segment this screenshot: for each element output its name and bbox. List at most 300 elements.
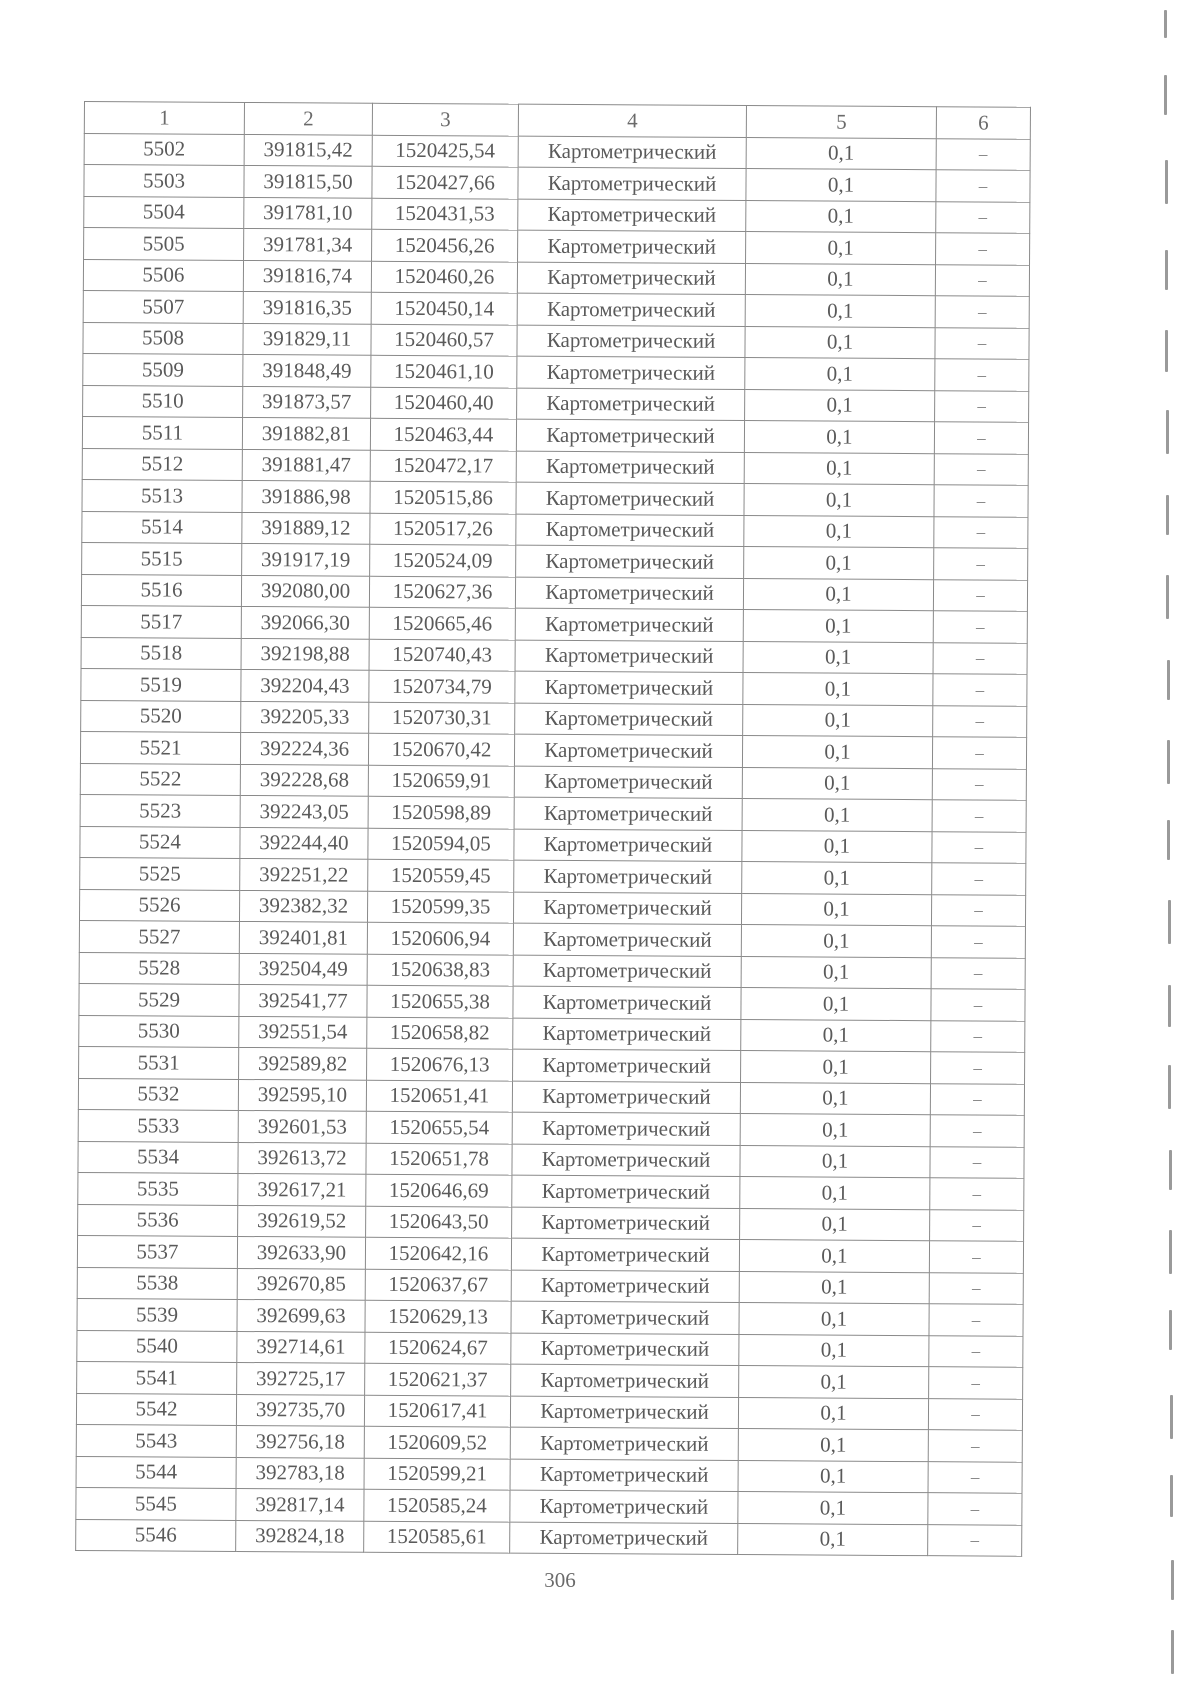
table-cell-col-5: 0,1 bbox=[740, 1114, 930, 1147]
scan-edge-mark bbox=[1165, 330, 1168, 372]
table-cell-col-6: – bbox=[932, 768, 1026, 800]
table-cell-col-5: 0,1 bbox=[741, 956, 931, 989]
table-cell-col-5: 0,1 bbox=[744, 421, 934, 454]
table-cell-col-4: Картометрический bbox=[510, 1427, 738, 1460]
page-number: 306 bbox=[544, 1568, 576, 1592]
table-cell-col-5: 0,1 bbox=[744, 484, 934, 517]
table-cell-col-3: 1520427,66 bbox=[372, 166, 518, 198]
table-cell-col-4: Картометрический bbox=[515, 640, 743, 673]
table-cell-col-1: 5545 bbox=[76, 1487, 236, 1519]
table-cell-col-3: 1520515,86 bbox=[370, 481, 516, 513]
table-cell-col-2: 391829,11 bbox=[243, 323, 371, 355]
table-cell-col-1: 5546 bbox=[76, 1519, 236, 1551]
table-cell-col-3: 1520431,53 bbox=[372, 198, 518, 230]
table-cell-col-1: 5508 bbox=[83, 322, 243, 354]
table-cell-col-3: 1520651,41 bbox=[366, 1080, 512, 1112]
table-cell-col-3: 1520599,35 bbox=[367, 891, 513, 923]
table-row bbox=[76, 1519, 1022, 1556]
table-cell-col-6: – bbox=[930, 1115, 1024, 1147]
table-cell-col-5: 0,1 bbox=[739, 1271, 929, 1304]
table-cell-col-1: 5515 bbox=[82, 542, 242, 574]
table-cell-col-4: Картометрический bbox=[515, 671, 743, 704]
table-cell-col-5: 0,1 bbox=[741, 1019, 931, 1052]
table-cell-col-2: 391873,57 bbox=[243, 386, 371, 418]
table-cell-col-6: – bbox=[936, 201, 1030, 233]
table-cell-col-6: – bbox=[930, 1083, 1024, 1115]
table-cell-col-2: 391917,19 bbox=[242, 543, 370, 575]
table-cell-col-6: – bbox=[928, 1430, 1022, 1462]
table-cell-col-4: Картометрический bbox=[516, 482, 744, 515]
table-cell-col-3: 1520599,21 bbox=[364, 1458, 510, 1490]
table-cell-col-2: 392670,85 bbox=[237, 1268, 365, 1300]
table-cell-col-4: Картометрический bbox=[518, 199, 746, 232]
table-cell-col-2: 391815,42 bbox=[244, 134, 372, 166]
table-cell-col-5: 0,1 bbox=[745, 358, 935, 391]
table-cell-col-6: – bbox=[930, 1209, 1024, 1241]
table-cell-col-2: 392066,30 bbox=[241, 606, 369, 638]
table-cell-col-5: 0,1 bbox=[738, 1460, 928, 1493]
table-cell-col-2: 392382,32 bbox=[239, 890, 367, 922]
table-cell-col-5: 0,1 bbox=[742, 736, 932, 769]
scan-edge-mark bbox=[1168, 900, 1171, 944]
table-cell-col-6: – bbox=[933, 579, 1027, 611]
table-cell-col-4: Картометрический bbox=[516, 451, 744, 484]
table-cell-col-6: – bbox=[931, 894, 1025, 926]
scan-edge-mark bbox=[1167, 740, 1170, 784]
table-cell-col-2: 392617,21 bbox=[238, 1173, 366, 1205]
table-cell-col-5: 0,1 bbox=[744, 547, 934, 580]
table-cell-col-3: 1520670,42 bbox=[368, 733, 514, 765]
table-cell-col-3: 1520665,46 bbox=[369, 607, 515, 639]
table-cell-col-3: 1520627,36 bbox=[369, 576, 515, 608]
table-cell-col-1: 5514 bbox=[82, 511, 242, 543]
table-cell-col-5: 0,1 bbox=[746, 200, 936, 233]
table-cell-col-6: – bbox=[936, 170, 1030, 202]
table-cell-col-4: Картометрический bbox=[511, 1301, 739, 1334]
table-cell-col-1: 5516 bbox=[81, 574, 241, 606]
table-cell-col-2: 391882,81 bbox=[242, 417, 370, 449]
table-cell-col-4: Картометрический bbox=[512, 1175, 740, 1208]
table-cell-col-4: Картометрический bbox=[514, 797, 742, 830]
table-cell-col-5: 0,1 bbox=[740, 1208, 930, 1241]
table-cell-col-2: 391886,98 bbox=[242, 480, 370, 512]
table-cell-col-6: – bbox=[931, 1052, 1025, 1084]
table-cell-col-4: Картометрический bbox=[514, 829, 742, 862]
table-cell-col-2: 392551,54 bbox=[239, 1016, 367, 1048]
table-cell-col-1: 5510 bbox=[83, 385, 243, 417]
coordinates-table bbox=[75, 101, 1031, 1557]
table-cell-col-5: 0,1 bbox=[740, 1082, 930, 1115]
table-cell-col-3: 1520659,91 bbox=[368, 765, 514, 797]
table-cell-col-4: Картометрический bbox=[518, 136, 746, 169]
table-cell-col-3: 1520594,05 bbox=[368, 828, 514, 860]
table-cell-col-3: 1520585,61 bbox=[364, 1521, 510, 1553]
table-cell-col-2: 391816,35 bbox=[243, 291, 371, 323]
table-cell-col-3: 1520643,50 bbox=[366, 1206, 512, 1238]
table-cell-col-1: 5518 bbox=[81, 637, 241, 669]
table-cell-col-1: 5533 bbox=[78, 1109, 238, 1141]
table-cell-col-4: Картометрический bbox=[510, 1522, 738, 1555]
table-cell-col-4: Картометрический bbox=[514, 734, 742, 767]
table-cell-col-3: 1520638,83 bbox=[367, 954, 513, 986]
table-cell-col-5: 0,1 bbox=[741, 1051, 931, 1084]
table-cell-col-3: 1520624,67 bbox=[365, 1332, 511, 1364]
table-cell-col-3: 1520629,13 bbox=[365, 1300, 511, 1332]
table-cell-col-3: 1520606,94 bbox=[367, 922, 513, 954]
table-cell-col-3: 1520655,38 bbox=[367, 985, 513, 1017]
table-cell-col-3: 1520637,67 bbox=[365, 1269, 511, 1301]
table-cell-col-1: 5520 bbox=[81, 700, 241, 732]
table-cell-col-4: Картометрический bbox=[515, 703, 743, 736]
table-cell-col-1: 5528 bbox=[79, 952, 239, 984]
table-cell-col-1: 5527 bbox=[79, 920, 239, 952]
table-cell-col-6: – bbox=[936, 233, 1030, 265]
table-cell-col-5: 0,1 bbox=[741, 893, 931, 926]
column-header-5: 5 bbox=[746, 106, 936, 139]
table-cell-col-6: – bbox=[935, 264, 1029, 296]
table-cell-col-6: – bbox=[935, 359, 1029, 391]
table-cell-col-4: Картометрический bbox=[513, 1049, 741, 1082]
table-cell-col-4: Картометрический bbox=[513, 923, 741, 956]
table-cell-col-3: 1520463,44 bbox=[370, 418, 516, 450]
table-cell-col-5: 0,1 bbox=[742, 799, 932, 832]
scan-edge-mark bbox=[1168, 1065, 1171, 1109]
scan-edge-mark bbox=[1165, 250, 1168, 290]
scan-edge-mark bbox=[1169, 1150, 1172, 1190]
table-cell-col-2: 392541,77 bbox=[239, 984, 367, 1016]
table-cell-col-4: Картометрический bbox=[517, 325, 745, 358]
table-cell-col-6: – bbox=[928, 1493, 1022, 1525]
table-cell-col-6: – bbox=[930, 1178, 1024, 1210]
table-cell-col-3: 1520598,89 bbox=[368, 796, 514, 828]
table-cell-col-3: 1520559,45 bbox=[368, 859, 514, 891]
table-cell-col-5: 0,1 bbox=[745, 326, 935, 359]
table-cell-col-2: 392619,52 bbox=[238, 1205, 366, 1237]
table-cell-col-3: 1520651,78 bbox=[366, 1143, 512, 1175]
table-cell-col-4: Картометрический bbox=[511, 1333, 739, 1366]
table-cell-col-5: 0,1 bbox=[746, 232, 936, 265]
table-cell-col-6: – bbox=[934, 422, 1028, 454]
table-cell-col-5: 0,1 bbox=[742, 830, 932, 863]
table-cell-col-1: 5544 bbox=[76, 1456, 236, 1488]
table-cell-col-2: 392824,18 bbox=[236, 1520, 364, 1552]
table-cell-col-6: – bbox=[933, 611, 1027, 643]
table-cell-col-5: 0,1 bbox=[744, 515, 934, 548]
column-header-3: 3 bbox=[372, 103, 518, 135]
table-cell-col-6: – bbox=[934, 485, 1028, 517]
table-cell-col-1: 5502 bbox=[84, 133, 244, 165]
table-cell-col-1: 5523 bbox=[80, 794, 240, 826]
table-cell-col-6: – bbox=[929, 1241, 1023, 1273]
table-cell-col-3: 1520617,41 bbox=[364, 1395, 510, 1427]
table-cell-col-4: Картометрический bbox=[513, 892, 741, 925]
table-cell-col-4: Картометрический bbox=[515, 608, 743, 641]
table-cell-col-1: 5531 bbox=[79, 1046, 239, 1078]
table-cell-col-3: 1520461,10 bbox=[371, 355, 517, 387]
table-cell-col-6: – bbox=[931, 926, 1025, 958]
table-cell-col-6: – bbox=[930, 1146, 1024, 1178]
table-cell-col-5: 0,1 bbox=[738, 1429, 928, 1462]
table-cell-col-5: 0,1 bbox=[740, 1145, 930, 1178]
table-cell-col-2: 392613,72 bbox=[238, 1142, 366, 1174]
table-cell-col-3: 1520425,54 bbox=[372, 135, 518, 167]
table-cell-col-6: – bbox=[929, 1304, 1023, 1336]
table-cell-col-1: 5529 bbox=[79, 983, 239, 1015]
scan-edge-mark bbox=[1164, 75, 1167, 115]
scan-edge-mark bbox=[1170, 1395, 1173, 1439]
table-cell-col-4: Картометрический bbox=[517, 262, 745, 295]
table-cell-col-2: 391781,34 bbox=[244, 228, 372, 260]
table-cell-col-3: 1520456,26 bbox=[372, 229, 518, 261]
table-cell-col-3: 1520517,26 bbox=[370, 513, 516, 545]
table-cell-col-6: – bbox=[932, 831, 1026, 863]
table-cell-col-2: 392401,81 bbox=[239, 921, 367, 953]
table-cell-col-5: 0,1 bbox=[739, 1366, 929, 1399]
table-cell-col-1: 5509 bbox=[83, 353, 243, 385]
table-cell-col-1: 5521 bbox=[80, 731, 240, 763]
table-cell-col-3: 1520460,40 bbox=[371, 387, 517, 419]
table-cell-col-2: 392243,05 bbox=[240, 795, 368, 827]
table-cell-col-4: Картометрический bbox=[510, 1459, 738, 1492]
table-cell-col-1: 5512 bbox=[82, 448, 242, 480]
table-cell-col-1: 5542 bbox=[76, 1393, 236, 1425]
table-cell-col-4: Картометрический bbox=[516, 419, 744, 452]
table-body bbox=[76, 133, 1031, 1556]
table-cell-col-1: 5538 bbox=[77, 1267, 237, 1299]
table-cell-col-1: 5525 bbox=[80, 857, 240, 889]
table-cell-col-4: Картометрический bbox=[516, 514, 744, 547]
table-cell-col-5: 0,1 bbox=[740, 1177, 930, 1210]
table-cell-col-4: Картометрический bbox=[510, 1490, 738, 1523]
table-cell-col-2: 392224,36 bbox=[240, 732, 368, 764]
table-cell-col-4: Картометрический bbox=[514, 766, 742, 799]
table-cell-col-1: 5534 bbox=[78, 1141, 238, 1173]
scan-edge-mark bbox=[1167, 660, 1170, 700]
table-cell-col-5: 0,1 bbox=[744, 452, 934, 485]
table-cell-col-5: 0,1 bbox=[739, 1334, 929, 1367]
table-cell-col-1: 5537 bbox=[77, 1235, 237, 1267]
table-cell-col-4: Картометрический bbox=[512, 1144, 740, 1177]
scan-edge-mark bbox=[1171, 1630, 1174, 1674]
table-cell-col-5: 0,1 bbox=[741, 988, 931, 1021]
table-cell-col-6: – bbox=[931, 1020, 1025, 1052]
table-cell-col-2: 392633,90 bbox=[237, 1236, 365, 1268]
table-cell-col-3: 1520609,52 bbox=[364, 1426, 510, 1458]
table-cell-col-5: 0,1 bbox=[743, 641, 933, 674]
table-cell-col-6: – bbox=[928, 1398, 1022, 1430]
table-cell-col-3: 1520740,43 bbox=[369, 639, 515, 671]
table-cell-col-3: 1520524,09 bbox=[370, 544, 516, 576]
table-cell-col-3: 1520658,82 bbox=[367, 1017, 513, 1049]
table-cell-col-2: 391815,50 bbox=[244, 165, 372, 197]
table-cell-col-5: 0,1 bbox=[745, 295, 935, 328]
table-cell-col-1: 5505 bbox=[84, 228, 244, 260]
table-cell-col-2: 392601,53 bbox=[238, 1110, 366, 1142]
table-cell-col-5: 0,1 bbox=[742, 767, 932, 800]
table-cell-col-6: – bbox=[929, 1272, 1023, 1304]
scan-edge-mark bbox=[1170, 1475, 1173, 1517]
table-cell-col-2: 392228,68 bbox=[240, 764, 368, 796]
table-cell-col-6: – bbox=[928, 1524, 1022, 1556]
table-cell-col-5: 0,1 bbox=[739, 1303, 929, 1336]
table-cell-col-5: 0,1 bbox=[746, 169, 936, 202]
scan-edge-mark bbox=[1166, 495, 1169, 535]
table-cell-col-5: 0,1 bbox=[739, 1240, 929, 1273]
table-cell-col-4: Картометрический bbox=[515, 577, 743, 610]
table-cell-col-1: 5511 bbox=[82, 416, 242, 448]
table-cell-col-1: 5539 bbox=[77, 1298, 237, 1330]
table-cell-col-1: 5535 bbox=[78, 1172, 238, 1204]
table-cell-col-5: 0,1 bbox=[745, 389, 935, 422]
table-cell-col-4: Картометрический bbox=[511, 1364, 739, 1397]
table-cell-col-6: – bbox=[929, 1335, 1023, 1367]
table-cell-col-1: 5507 bbox=[83, 290, 243, 322]
table-cell-col-4: Картометрический bbox=[512, 1207, 740, 1240]
table-cell-col-3: 1520460,57 bbox=[371, 324, 517, 356]
table-cell-col-1: 5530 bbox=[79, 1015, 239, 1047]
table-cell-col-4: Картометрический bbox=[518, 230, 746, 263]
table-cell-col-6: – bbox=[932, 737, 1026, 769]
table-cell-col-1: 5541 bbox=[77, 1361, 237, 1393]
table-cell-col-6: – bbox=[931, 957, 1025, 989]
table-cell-col-4: Картометрический bbox=[518, 167, 746, 200]
table-cell-col-5: 0,1 bbox=[743, 673, 933, 706]
table-cell-col-4: Картометрический bbox=[511, 1238, 739, 1271]
table-cell-col-2: 391881,47 bbox=[242, 449, 370, 481]
table-cell-col-1: 5513 bbox=[82, 479, 242, 511]
table-cell-col-6: – bbox=[934, 548, 1028, 580]
table-cell-col-2: 392725,17 bbox=[237, 1362, 365, 1394]
table-cell-col-3: 1520642,16 bbox=[365, 1237, 511, 1269]
table-cell-col-3: 1520646,69 bbox=[366, 1174, 512, 1206]
table-cell-col-6: – bbox=[934, 453, 1028, 485]
table-cell-col-1: 5522 bbox=[80, 763, 240, 795]
table-cell-col-4: Картометрический bbox=[513, 1018, 741, 1051]
table-cell-col-2: 392080,00 bbox=[241, 575, 369, 607]
table-cell-col-4: Картометрический bbox=[517, 356, 745, 389]
table-cell-col-3: 1520621,37 bbox=[365, 1363, 511, 1395]
table-cell-col-4: Картометрический bbox=[511, 1270, 739, 1303]
table-cell-col-5: 0,1 bbox=[745, 263, 935, 296]
table-cell-col-6: – bbox=[933, 705, 1027, 737]
scan-edge-mark bbox=[1164, 10, 1167, 38]
table-cell-col-5: 0,1 bbox=[738, 1397, 928, 1430]
table-cell-col-2: 392589,82 bbox=[239, 1047, 367, 1079]
scan-edge-mark bbox=[1165, 160, 1168, 204]
table-cell-col-2: 392198,88 bbox=[241, 638, 369, 670]
table-cell-col-2: 392756,18 bbox=[236, 1425, 364, 1457]
table-cell-col-5: 0,1 bbox=[742, 862, 932, 895]
table-cell-col-1: 5543 bbox=[76, 1424, 236, 1456]
table-cell-col-4: Картометрический bbox=[510, 1396, 738, 1429]
table-cell-col-6: – bbox=[935, 390, 1029, 422]
table-cell-col-5: 0,1 bbox=[743, 578, 933, 611]
table-cell-col-5: 0,1 bbox=[743, 704, 933, 737]
table-cell-col-2: 392204,43 bbox=[241, 669, 369, 701]
table-cell-col-2: 392783,18 bbox=[236, 1457, 364, 1489]
table-cell-col-4: Картометрический bbox=[512, 1081, 740, 1114]
table-cell-col-2: 392714,61 bbox=[237, 1331, 365, 1363]
table-cell-col-1: 5526 bbox=[79, 889, 239, 921]
table-cell-col-2: 391781,10 bbox=[244, 197, 372, 229]
table-cell-col-2: 391848,49 bbox=[243, 354, 371, 386]
table-cell-col-4: Картометрический bbox=[512, 1112, 740, 1145]
table-cell-col-2: 392817,14 bbox=[236, 1488, 364, 1520]
table-cell-col-6: – bbox=[935, 296, 1029, 328]
table-cell-col-2: 392244,40 bbox=[240, 827, 368, 859]
table-cell-col-1: 5540 bbox=[77, 1330, 237, 1362]
table-cell-col-3: 1520450,14 bbox=[371, 292, 517, 324]
table-cell-col-6: – bbox=[934, 516, 1028, 548]
scan-edge-mark bbox=[1169, 1230, 1172, 1274]
table-cell-col-3: 1520460,26 bbox=[371, 261, 517, 293]
table-cell-col-2: 392251,22 bbox=[240, 858, 368, 890]
table-cell-col-5: 0,1 bbox=[738, 1492, 928, 1525]
table-cell-col-4: Картометрический bbox=[513, 986, 741, 1019]
table-cell-col-4: Картометрический bbox=[516, 545, 744, 578]
table-cell-col-6: – bbox=[933, 642, 1027, 674]
table-cell-col-3: 1520585,24 bbox=[364, 1489, 510, 1521]
table-cell-col-6: – bbox=[932, 800, 1026, 832]
scan-edge-mark bbox=[1171, 1560, 1174, 1600]
table-cell-col-2: 391889,12 bbox=[242, 512, 370, 544]
table-cell-col-1: 5503 bbox=[84, 165, 244, 197]
scan-edge-mark bbox=[1168, 985, 1171, 1027]
scan-edge-mark bbox=[1166, 575, 1169, 619]
table-cell-col-4: Картометрический bbox=[514, 860, 742, 893]
table-cell-col-3: 1520655,54 bbox=[366, 1111, 512, 1143]
table-cell-col-1: 5532 bbox=[78, 1078, 238, 1110]
table-cell-col-1: 5504 bbox=[84, 196, 244, 228]
column-header-6: 6 bbox=[936, 107, 1030, 139]
table-cell-col-2: 392595,10 bbox=[238, 1079, 366, 1111]
table-cell-col-5: 0,1 bbox=[746, 137, 936, 170]
table-cell-col-6: – bbox=[933, 674, 1027, 706]
table-cell-col-3: 1520472,17 bbox=[370, 450, 516, 482]
column-header-1: 1 bbox=[84, 102, 244, 134]
scan-edge-mark bbox=[1167, 820, 1170, 860]
table-cell-col-2: 392699,63 bbox=[237, 1299, 365, 1331]
table-cell-col-1: 5519 bbox=[81, 668, 241, 700]
table-cell-col-6: – bbox=[932, 863, 1026, 895]
table-cell-col-2: 392205,33 bbox=[241, 701, 369, 733]
table-cell-col-6: – bbox=[931, 989, 1025, 1021]
column-header-2: 2 bbox=[244, 102, 372, 134]
table-cell-col-3: 1520734,79 bbox=[369, 670, 515, 702]
table-cell-col-3: 1520730,31 bbox=[369, 702, 515, 734]
table-cell-col-5: 0,1 bbox=[741, 925, 931, 958]
table-cell-col-1: 5506 bbox=[83, 259, 243, 291]
table-cell-col-5: 0,1 bbox=[743, 610, 933, 643]
table-cell-col-6: – bbox=[936, 138, 1030, 170]
scan-edge-mark bbox=[1166, 410, 1169, 454]
table-cell-col-2: 391816,74 bbox=[243, 260, 371, 292]
table-cell-col-2: 392504,49 bbox=[239, 953, 367, 985]
table-cell-col-1: 5536 bbox=[78, 1204, 238, 1236]
table-cell-col-4: Картометрический bbox=[517, 388, 745, 421]
table-cell-col-4: Картометрический bbox=[517, 293, 745, 326]
table-cell-col-4: Картометрический bbox=[513, 955, 741, 988]
table-cell-col-5: 0,1 bbox=[738, 1523, 928, 1556]
table-cell-col-1: 5524 bbox=[80, 826, 240, 858]
scan-edge-mark bbox=[1169, 1310, 1172, 1350]
table-cell-col-6: – bbox=[935, 327, 1029, 359]
table-cell-col-3: 1520676,13 bbox=[367, 1048, 513, 1080]
table-cell-col-2: 392735,70 bbox=[236, 1394, 364, 1426]
table-cell-col-6: – bbox=[928, 1461, 1022, 1493]
table-cell-col-1: 5517 bbox=[81, 605, 241, 637]
column-header-4: 4 bbox=[518, 104, 746, 137]
